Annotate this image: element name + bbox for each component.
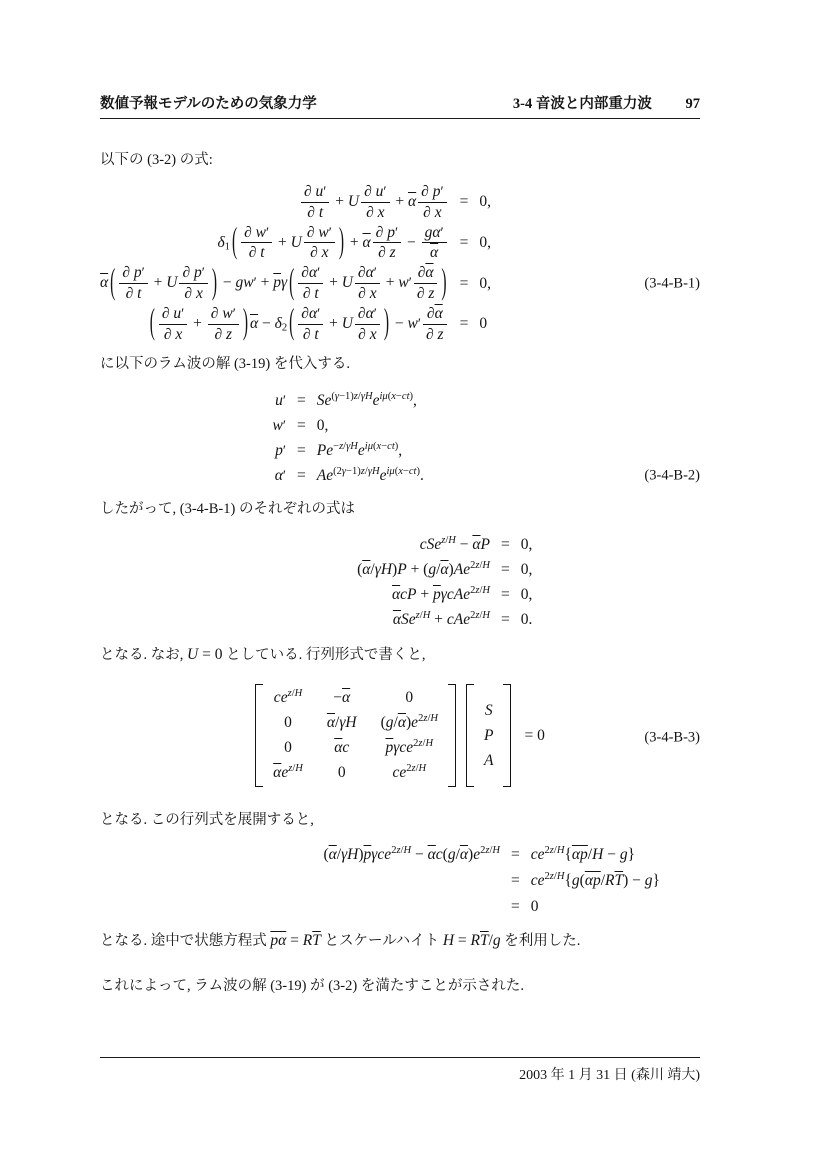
vector-cell-2: A	[483, 751, 494, 769]
footer-date-author: 2003 年 1 月 31 日 (森川 靖大)	[519, 1068, 700, 1083]
equation-block-determinant	[100, 846, 700, 916]
equation-row-0-rel: =	[459, 193, 469, 211]
matrix-right-bracket	[448, 684, 456, 787]
matrix-cell-2-0: 0	[284, 739, 292, 757]
equation-row-0-lhs: $(\overline{\alpha}/\gamma H)\overline{p}\gamma ce^{2z/H} - \overline{\alpha}c(g/\overline{\alpha})e^{2z/H}$	[323, 845, 500, 864]
equation-row-2-lhs: $\overline{\alpha}$ ( $\frac{\partial p'}{\partial t}$ + U $\frac{\partial p'}{\partial x}$ ) − $gw' + \overline{p}\gamma$ ( $\frac{\partial\alpha'}{\partial t}$ + U $\frac{\partial\alpha'}{\partial x}$ + w′ $\frac{\partial\overline{\alpha}}{\partial z}$ )	[100, 262, 447, 303]
header-section-area	[513, 92, 700, 113]
equation-row-2-lhs: p′	[275, 441, 286, 459]
paragraph-conclusion: これによって, ラム波の解 (3-19) が (3-2) を満たすことが示された.	[100, 977, 524, 994]
matrix-cell-1-0: 0	[284, 714, 292, 732]
equation-row-0-rhs: 0,	[479, 193, 491, 211]
equation-row-3-rhs: 0	[479, 315, 488, 333]
equation-row-3-lhs: $\overline{\alpha}Se^{z/H} + cAe^{2z/H}$	[392, 609, 490, 628]
matrix-cell-2-1: $\overline{\alpha}c$	[334, 739, 350, 757]
equation-row-0-rhs: $ce^{2z/H}\{\overline{\alpha}\overline{p}/H - g\}$	[530, 845, 636, 864]
equation-row-3-rel: =	[501, 610, 510, 628]
equation-row-2-rel: =	[501, 585, 510, 603]
equation-row-3-rel: =	[297, 466, 306, 484]
equation-row-2-rhs: $Pe^{-z/\gamma H}e^{i\mu(x-ct)}$,	[316, 440, 403, 459]
equation-row-2-rel: =	[511, 898, 520, 916]
matrix-cell-3-1: 0	[337, 764, 346, 782]
page-footer	[100, 1052, 700, 1084]
matrix-left-bracket	[255, 684, 263, 787]
equation-row-1-rhs: 0,	[479, 233, 491, 251]
equation-row-3-lhs: α′	[274, 466, 286, 484]
equation-number: (3-4-B-1)	[644, 275, 700, 292]
equation-row-1-lhs: w′	[272, 416, 286, 434]
paragraph-substitute: に以下のラム波の解 (3-19) を代入する.	[100, 355, 350, 372]
equation-block-3-4-B-1	[100, 183, 700, 344]
paragraph-expand: となる. この行列式を展開すると,	[100, 812, 314, 829]
running-head	[100, 92, 700, 113]
equation-number: (3-4-B-2)	[644, 467, 700, 484]
paragraph-state-equation: となる. 途中で状態方程式 $\overline{p}\overline{\alpha} = R\overline{T}$ とスケールハイト $H = R\overline{T}/g$ を利用した.	[100, 932, 581, 950]
vector-right-bracket	[503, 684, 511, 787]
equation-row-1-rel: =	[297, 416, 306, 434]
matrix-cell-0-2: 0	[405, 689, 414, 707]
matrix-cell-1-1: $\overline{\alpha}/\gamma H$	[326, 714, 357, 732]
paragraph-matrix-form: となる. なお, U = 0 としている. 行列形式で書くと,	[100, 645, 426, 663]
header-book-title: 数値予報モデルのための気象力学	[100, 96, 317, 112]
header-rule	[100, 118, 700, 119]
equation-row-2-rel: =	[459, 274, 469, 292]
page-header	[100, 92, 700, 119]
page-body	[100, 0, 700, 997]
equation-row-0-rhs: 0,	[520, 535, 533, 553]
equation-row-2-rhs: 0,	[479, 274, 491, 292]
matrix-cell-0-0: $ce^{z/H}$	[273, 688, 303, 707]
paragraph-therefore: したがって, (3-4-B-1) のそれぞれの式は	[100, 500, 355, 517]
header-section-title: 3-4 音波と内部重力波	[512, 96, 652, 112]
footer-rule	[100, 1057, 700, 1058]
equation-row-0-rel: =	[297, 391, 306, 409]
inline-math: U = 0	[187, 645, 223, 663]
equation-block-3-4-B-2	[100, 392, 700, 485]
vector-cell-0: S	[484, 701, 493, 719]
matrix-cell-3-2: $ce^{2z/H}$	[392, 763, 427, 782]
equation-row-1-rel: =	[511, 872, 520, 890]
equation-row-2-lhs: $\overline{\alpha}cP + \overline{p}\gamma cAe^{2z/H}$	[391, 584, 490, 603]
equation-row-2-rhs: 0	[530, 898, 539, 916]
equation-block-each	[100, 536, 700, 629]
equation-row-1-rhs: $ce^{2z/H}\{g(\overline{\alpha}\overline{p}/R\overline{T}) - g\}$	[530, 871, 660, 890]
equation-row-3-rhs: $Ae^{(2\gamma-1)z/\gamma H}e^{i\mu(x-ct)}$.	[316, 465, 424, 484]
header-page-number: 97	[685, 96, 700, 112]
equation-row-1-rel: =	[459, 233, 469, 251]
matrix-cell-2-2: $\overline{p}\gamma ce^{2z/H}$	[385, 738, 434, 757]
matrix-grid	[263, 684, 448, 787]
matrix-equals: = 0	[524, 726, 545, 744]
matrix-cell-1-2: $(g/\overline{\alpha})e^{2z/H}$	[380, 713, 438, 732]
equation-block-3-4-B-3	[100, 684, 700, 792]
paragraph-intro: 以下の (3-2) の式:	[100, 152, 213, 168]
equation-row-0-rhs: $Se^{(\gamma-1)z/\gamma H}e^{i\mu(x-ct)}$,	[316, 390, 417, 409]
equation-row-2-rhs: 0,	[520, 585, 533, 603]
equation-row-0-rel: =	[511, 846, 520, 864]
vector-grid	[474, 697, 503, 775]
equation-row-3-rhs: 0.	[520, 610, 533, 628]
equation-row-0-rel: =	[501, 535, 510, 553]
equation-row-1-lhs: $\delta_1$ ( $\frac{\partial w'}{\partial t}$ + U $\frac{\partial w'}{\partial x}$ ) + $\overline{\alpha}$ $\frac{\partial p'}{\partial z}$ − $\frac{g\alpha'}{\alpha}$	[100, 224, 449, 263]
equation-number: (3-4-B-3)	[644, 729, 700, 746]
equation-row-0-lhs: $cSe^{z/H} - \overline{\alpha}P$	[419, 534, 490, 553]
equation-row-3-rel: =	[459, 315, 469, 333]
equation-row-0-lhs: $\frac{\partial u'}{\partial t}$ + U $\frac{\partial u'}{\partial x}$ + $\overline{\alpha}$ $\frac{\partial p'}{\partial x}$	[100, 183, 449, 222]
matrix-equation	[255, 684, 545, 787]
inline-math: $\overline{p}\overline{\alpha} = R\overline{T}$	[270, 932, 321, 950]
inline-math: $H = R\overline{T}/g$	[442, 932, 501, 950]
matrix-cell-3-0: $\overline{\alpha}e^{z/H}$	[273, 763, 303, 782]
equation-row-3-lhs: ( $\frac{\partial u'}{\partial x}$ + $\frac{\partial w'}{\partial z}$ ) $\overline{\alpha} - \delta_2$ ( $\frac{\partial\alpha'}{\partial t}$ + U $\frac{\partial\alpha'}{\partial x}$ ) − w′ $\frac{\partial\overline{\alpha}}{\partial z}$	[100, 305, 449, 344]
equation-row-1-rhs: 0,	[520, 560, 533, 578]
vector-cell-1: P	[483, 726, 494, 744]
equation-row-2-rel: =	[297, 441, 306, 459]
equation-row-1-rhs: 0,	[316, 416, 329, 434]
equation-row-0-lhs: u′	[275, 391, 286, 409]
equation-row-1-lhs: $(\overline{\alpha}/\gamma H)P + (g/\overline{\alpha})Ae^{2z/H}$	[357, 559, 490, 578]
matrix-cell-0-1: $-\overline{\alpha}$	[333, 689, 351, 707]
equation-row-1-rel: =	[501, 560, 510, 578]
vector-left-bracket	[466, 684, 474, 787]
